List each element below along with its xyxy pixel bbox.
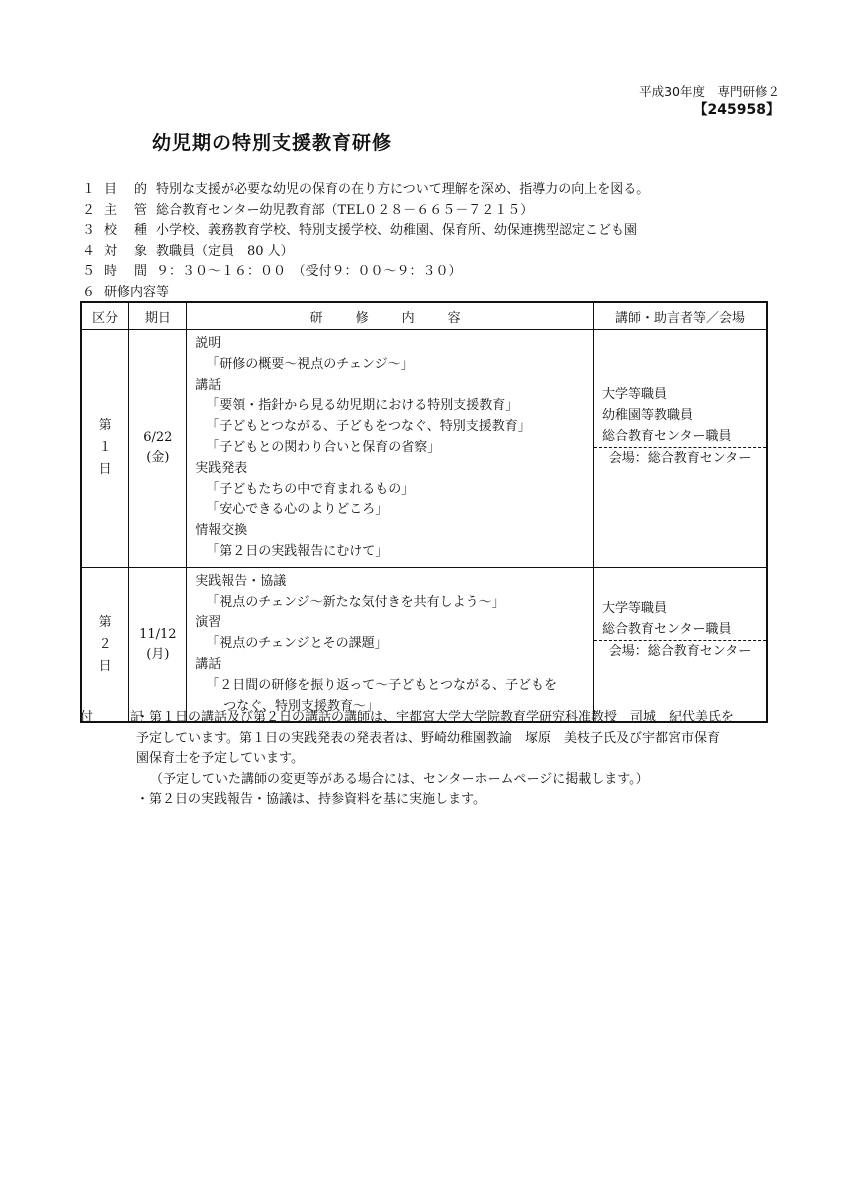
item-text: 総合教育センター幼児教育部（TEL０２８－６６５－７２１５）: [156, 202, 534, 218]
day2-date: [129, 567, 187, 722]
info-item: [82, 242, 649, 263]
note-line: 予定しています。第１日の実践発表の発表者は、野崎幼稚園教諭 塚原 美枝子氏及び宇都宮市保育: [136, 730, 720, 746]
day2-lecturers: [594, 568, 766, 640]
notes-section: [80, 708, 780, 811]
session-title: 「要領・指針から見る幼児期における特別支援教育」: [206, 398, 519, 414]
session-title: 「研修の概要～視点のチェンジ～」: [206, 356, 414, 372]
note-line: ・第１日の講話及び第２日の講話の講師は、宇都宮大学大学院教育学研究科准教授 司城 紀代美氏を: [136, 710, 735, 725]
header-lecturer: 講師・助言者等／会場: [594, 302, 767, 330]
day1-lecturers: [594, 330, 766, 447]
schedule-table: [80, 301, 768, 723]
course-code: 【245958】: [693, 102, 780, 118]
item-label: 目 的: [104, 182, 150, 197]
day2-venue: 会場：総合教育センター: [594, 640, 766, 663]
info-item: [82, 201, 649, 222]
day1-division: [81, 330, 129, 568]
session-type: 講話: [195, 656, 222, 672]
day1-date: [129, 330, 187, 568]
header-content: 研 修 内 容: [187, 302, 594, 330]
session-title: 「安心できる心のよりどころ」: [206, 502, 389, 518]
day2-lecturers-cell: [594, 567, 767, 722]
division-char: 第: [98, 614, 112, 630]
item-number: １: [82, 182, 96, 197]
item-label: 主 管: [104, 202, 150, 218]
session-title: 「子どもたちの中で育まれるもの」: [206, 481, 415, 497]
division-char: １: [98, 440, 112, 456]
session-type: 実践発表: [195, 460, 248, 476]
item-text: 特別な支援が必要な幼児の保育の在り方について理解を深め、指導力の向上を図る。: [156, 182, 650, 197]
session-type: 情報交換: [195, 523, 248, 539]
day2-content: [187, 567, 594, 722]
notes-body: [136, 708, 780, 811]
item-label: 研修内容等: [104, 284, 170, 300]
day1-content: [187, 330, 594, 568]
day1-date-value: 6/22: [143, 430, 173, 446]
session-title: 「子どもとつながる、子どもをつなぐ、特別支援教育」: [206, 419, 531, 435]
session-title: 「第２日の実践報告にむけて」: [206, 543, 389, 559]
notes-label: 付 記: [80, 710, 156, 725]
day1-venue: 会場：総合教育センター: [594, 447, 766, 470]
item-number: ６: [82, 284, 96, 300]
day1-weekday: (金): [146, 450, 170, 466]
item-text: 小学校、義務教育学校、特別支援学校、幼稚園、保育所、幼保連携型認定こども園: [156, 223, 638, 238]
item-number: ３: [82, 223, 96, 238]
day2-date-value: 11/12: [139, 626, 177, 642]
lecturer-item: 大学等職員: [602, 387, 668, 402]
note-line: ・第２日の実践報告・協議は、持参資料を基に実施します。: [136, 792, 486, 807]
day1-lecturers-cell: [594, 330, 767, 568]
session-type: 説明: [195, 336, 222, 351]
info-item: [82, 180, 649, 201]
item-number: ４: [82, 243, 96, 259]
info-item: [82, 262, 649, 283]
item-number: ２: [82, 202, 96, 218]
division-char: ２: [98, 636, 112, 652]
session-type: 講話: [195, 377, 222, 393]
header-division: 区分: [81, 302, 129, 330]
year-label: 平成30年度 専門研修２: [639, 84, 780, 99]
info-item: [82, 283, 649, 304]
session-title: 「子どもとの関わり合いと保育の省察」: [206, 439, 441, 455]
lecturer-item: 総合教育センター職員: [602, 621, 732, 637]
item-text: ９：３０～１６：００ （受付９：００～９：３０）: [156, 264, 462, 279]
header-date: 期日: [129, 302, 187, 330]
day2-weekday: (月): [146, 646, 170, 662]
session-type: 演習: [195, 615, 222, 631]
table-row-day2: [81, 567, 767, 722]
item-label: 校 種: [104, 223, 150, 238]
table-header-row: [81, 302, 767, 330]
day2-division: [81, 567, 129, 722]
note-line: （予定していた講師の変更等がある場合には、センターホームページに掲載します。）: [150, 771, 649, 787]
info-list: [82, 180, 649, 303]
session-title: 「２日間の研修を振り返って～子どもとつながる、子どもを: [206, 677, 558, 693]
info-item: [82, 221, 649, 242]
session-title: つなぐ、特別支援教育～」: [223, 698, 380, 714]
session-title: 「視点のチェンジ～新たな気付きを共有しよう～」: [206, 594, 505, 610]
table-row-day1: [81, 330, 767, 568]
page-title: 幼児期の特別支援教育研修: [152, 132, 393, 154]
lecturer-item: 総合教育センター職員: [602, 429, 732, 444]
division-char: 日: [98, 658, 112, 674]
lecturer-item: 幼稚園等教職員: [602, 408, 694, 423]
item-number: ５: [82, 264, 96, 279]
division-char: 日: [98, 462, 112, 478]
item-text: 教職員（定員 80 人）: [156, 243, 294, 259]
item-label: 対 象: [104, 243, 150, 259]
note-line: 園保育士を予定しています。: [136, 751, 304, 766]
division-char: 第: [98, 418, 112, 434]
session-type: 実践報告・協議: [195, 573, 287, 589]
session-title: 「視点のチェンジとその課題」: [206, 636, 388, 652]
item-label: 時 間: [104, 264, 150, 279]
lecturer-item: 大学等職員: [602, 600, 668, 616]
